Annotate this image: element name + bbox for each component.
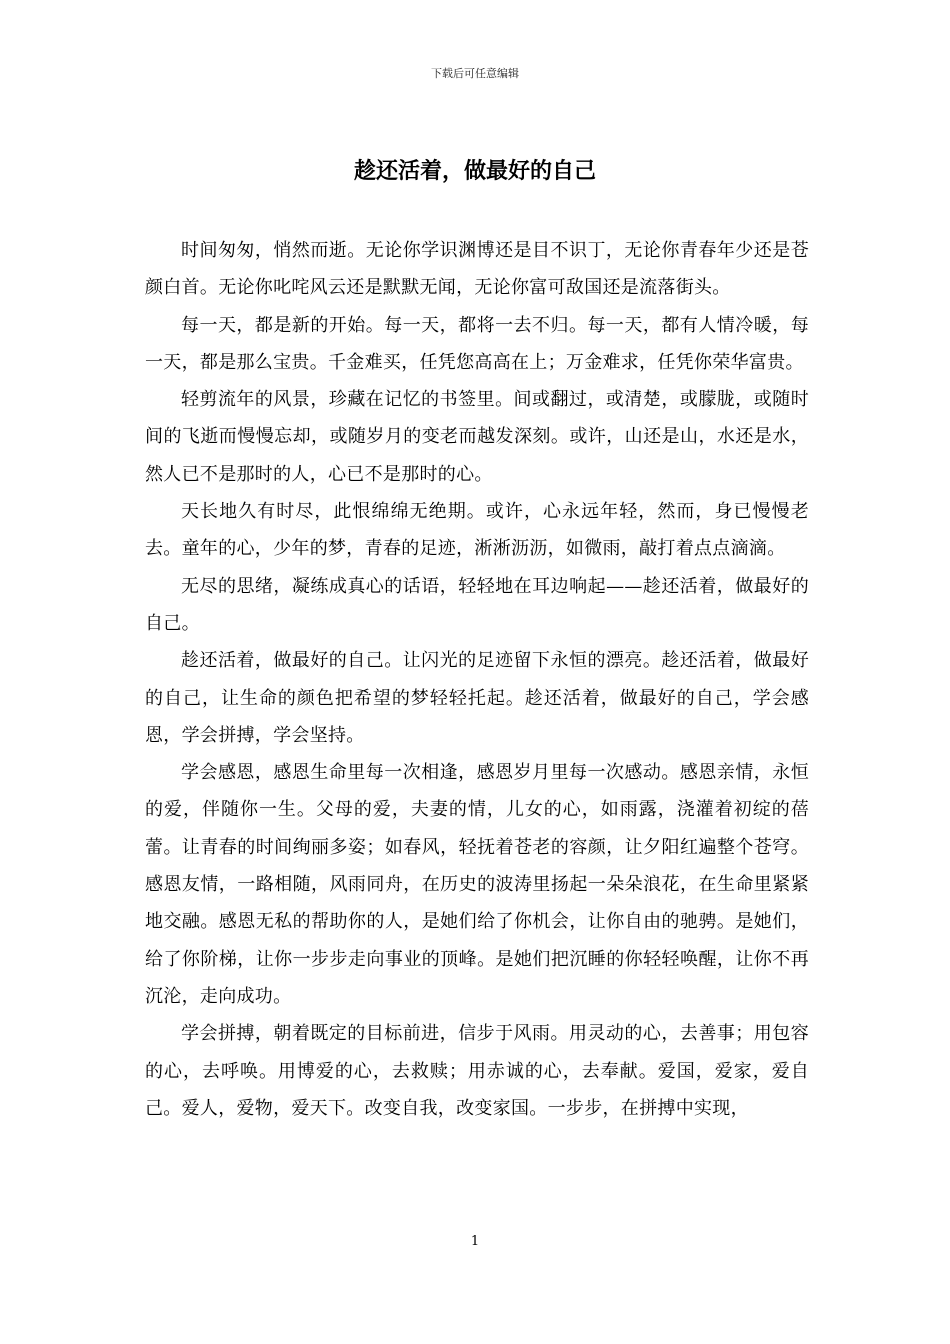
paragraph: 每一天，都是新的开始。每一天，都将一去不归。每一天，都有人情冷暖，每一天，都是那么宝贵。千金难买，任凭您高高在上；万金难求，任凭你荣华富贵。 xyxy=(145,314,809,373)
paragraph: 无尽的思绪，凝练成真心的话语，轻轻地在耳边响起——趁还活着，做最好的自己。 xyxy=(145,575,809,634)
paragraph: 轻剪流年的风景，珍藏在记忆的书签里。间或翻过，或清楚，或朦胧，或随时间的飞逝而慢慢忘却，或随岁月的变老而越发深刻。或许，山还是山，水还是水，然人已不是那时的人，心已不是那时的心。 xyxy=(145,389,809,485)
paragraph: 学会拼搏，朝着既定的目标前进，信步于风雨。用灵动的心，去善事；用包容的心，去呼唤。用博爱的心，去救赎；用赤诚的心，去奉献。爱国，爱家，爱自己。爱人，爱物，爱天下。改变自我，改变家国。一步步，在拼搏中实现， xyxy=(145,1023,809,1119)
paragraph: 天长地久有时尽，此恨绵绵无绝期。或许，心永远年轻，然而，身已慢慢老去。童年的心，少年的梦，青春的足迹，淅淅沥沥，如微雨，敲打着点点滴滴。 xyxy=(145,501,809,560)
header-note: 下载后可任意编辑 xyxy=(431,67,519,80)
paragraph: 时间匆匆，悄然而逝。无论你学识渊博还是目不识丁，无论你青春年少还是苍颜白首。无论你叱咤风云还是默默无闻，无论你富可敌国还是流落街头。 xyxy=(145,240,809,299)
document-body xyxy=(145,232,809,1127)
paragraph: 趁还活着，做最好的自己。让闪光的足迹留下永恒的漂亮。趁还活着，做最好的自己，让生命的颜色把希望的梦轻轻托起。趁还活着，做最好的自己，学会感恩，学会拼搏，学会坚持。 xyxy=(145,650,809,746)
paragraph: 学会感恩，感恩生命里每一次相逢，感恩岁月里每一次感动。感恩亲情，永恒的爱，伴随你一生。父母的爱，夫妻的情，儿女的心，如雨露，浇灌着初绽的蓓蕾。让青春的时间绚丽多姿；如春风，轻抚着苍老的容颜，让夕阳红遍整个苍穹。感恩友情，一路相随，风雨同舟，在历史的波涛里扬起一朵朵浪花，在生命里紧紧地交融。感恩无私的帮助你的人，是她们给了你机会，让你自由的驰骋。是她们，给了你阶梯，让你一步步走向事业的顶峰。是她们把沉睡的你轻轻唤醒，让你不再沉沦，走向成功。 xyxy=(145,762,809,1007)
document-title: 趁还活着，做最好的自己 xyxy=(353,158,596,184)
page-number: 1 xyxy=(470,1234,480,1249)
